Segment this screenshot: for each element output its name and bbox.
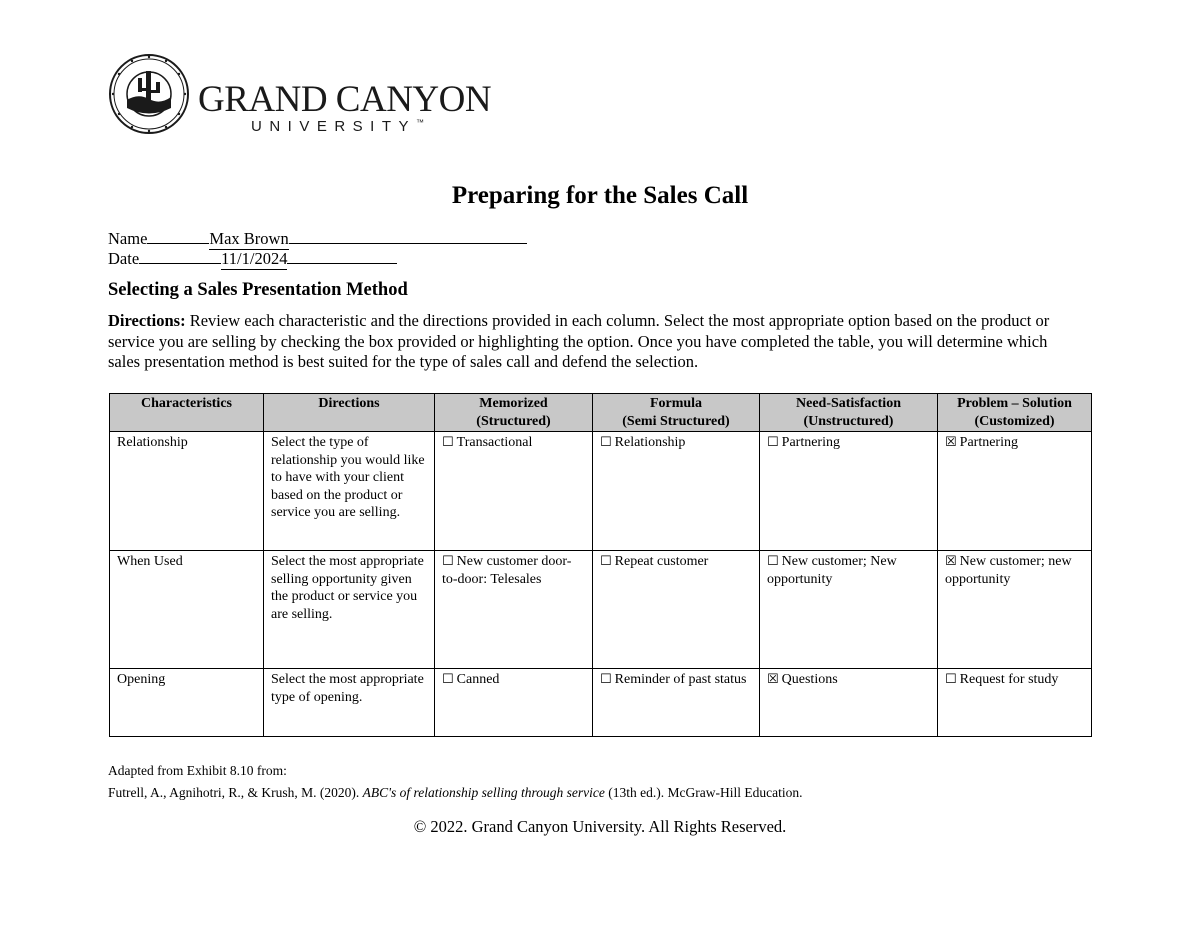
header-directions	[264, 394, 435, 432]
option-cell[interactable]	[435, 551, 593, 669]
copyright-notice: © 2022. Grand Canyon University. All Rights Reserved.	[413, 817, 787, 836]
name-blank-after	[289, 228, 527, 244]
checkbox-unchecked-icon[interactable]: ☐	[600, 672, 612, 687]
option-label: Relationship	[614, 435, 686, 450]
date-blank-after	[287, 248, 397, 264]
checkbox-unchecked-icon[interactable]: ☐	[767, 554, 779, 569]
header-formula	[593, 394, 760, 432]
option-label: Canned	[456, 672, 500, 687]
directions-label: Directions:	[108, 311, 186, 330]
name-label: Name	[108, 229, 148, 248]
table-row	[110, 432, 1092, 551]
table-row	[110, 551, 1092, 669]
header-label: Directions	[318, 396, 380, 411]
table-header-row	[110, 394, 1092, 432]
option-label: Request for study	[959, 672, 1059, 687]
header-need-satisfaction	[760, 394, 938, 432]
header-label: Problem – Solution	[957, 396, 1072, 411]
checkbox-checked-icon[interactable]: ☒	[945, 554, 957, 569]
option-label: Questions	[781, 672, 838, 687]
checkbox-unchecked-icon[interactable]: ☐	[600, 554, 612, 569]
checkbox-checked-icon[interactable]: ☒	[945, 435, 957, 450]
option-cell[interactable]	[760, 432, 938, 551]
option-label: New customer; New opportunity	[767, 554, 897, 587]
header-label: Characteristics	[141, 396, 232, 411]
date-blank-before	[139, 248, 221, 264]
name-blank-before	[147, 228, 209, 244]
header-label: Memorized	[479, 396, 548, 411]
option-label: Partnering	[781, 435, 840, 450]
checkbox-unchecked-icon[interactable]: ☐	[442, 554, 454, 569]
option-cell[interactable]	[593, 432, 760, 551]
checkbox-unchecked-icon[interactable]: ☐	[442, 672, 454, 687]
credit-citation	[108, 784, 802, 801]
university-seal-icon	[108, 53, 190, 135]
presentation-method-table	[109, 393, 1092, 737]
option-cell[interactable]	[593, 551, 760, 669]
option-cell[interactable]	[760, 669, 938, 737]
table-row	[110, 669, 1092, 737]
header-sublabel: (Customized)	[974, 413, 1055, 429]
characteristic-cell: Relationship	[110, 432, 264, 551]
gcu-logo	[108, 53, 492, 143]
name-line	[108, 228, 527, 250]
directions-text: Review each characteristic and the directions provided in each column. Select the most appropriate option based on the product or service you are selling by checking the box provided or highlighting the option. Once you have completed the table, you will determine which sales presentation method is best suited for the type of sales call and defend the selection.	[108, 311, 1050, 371]
name-value[interactable]: Max Brown	[209, 229, 289, 248]
date-line	[108, 248, 397, 270]
header-sublabel: (Structured)	[476, 413, 551, 429]
header-memorized	[435, 394, 593, 432]
option-label: Transactional	[456, 435, 533, 450]
trademark-mark: ™	[416, 118, 425, 127]
option-cell[interactable]	[435, 669, 593, 737]
citation-publisher: (13th ed.). McGraw-Hill Education.	[604, 785, 803, 800]
checkbox-unchecked-icon[interactable]: ☐	[945, 672, 957, 687]
logo-wordmark: GRAND CANYON	[198, 79, 492, 120]
option-cell[interactable]	[938, 432, 1092, 551]
characteristic-cell: Opening	[110, 669, 264, 737]
date-value[interactable]: 11/1/2024	[221, 249, 288, 268]
option-label: Repeat customer	[614, 554, 709, 569]
option-label: Partnering	[959, 435, 1018, 450]
checkbox-checked-icon[interactable]: ☒	[767, 672, 779, 687]
checkbox-unchecked-icon[interactable]: ☐	[767, 435, 779, 450]
header-characteristics	[110, 394, 264, 432]
direction-cell: Select the most appropriate selling opportunity given the product or service you are selling.	[264, 551, 435, 669]
option-label: Reminder of past status	[614, 672, 747, 687]
citation-book-title: ABC's of relationship selling through service	[362, 785, 605, 800]
header-problem-solution	[938, 394, 1092, 432]
logo-subtitle	[251, 119, 424, 134]
date-label: Date	[108, 249, 140, 268]
checkbox-unchecked-icon[interactable]: ☐	[442, 435, 454, 450]
option-cell[interactable]	[938, 551, 1092, 669]
option-label: New customer; new opportunity	[945, 554, 1072, 587]
directions-paragraph	[108, 311, 1083, 373]
page-title: Preparing for the Sales Call	[451, 182, 749, 209]
credit-adapted-from: Adapted from Exhibit 8.10 from:	[108, 763, 287, 778]
section-heading: Selecting a Sales Presentation Method	[108, 280, 408, 300]
option-cell[interactable]	[938, 669, 1092, 737]
header-label: Need-Satisfaction	[796, 396, 901, 411]
option-cell[interactable]	[760, 551, 938, 669]
header-sublabel: (Unstructured)	[803, 413, 894, 429]
characteristic-cell: When Used	[110, 551, 264, 669]
option-label: New customer door-to-door: Telesales	[442, 554, 572, 587]
direction-cell: Select the most appropriate type of opening.	[264, 669, 435, 737]
logo-subtitle-text: UNIVERSITY	[251, 118, 417, 135]
citation-authors: Futrell, A., Agnihotri, R., & Krush, M. (2020).	[108, 785, 363, 800]
option-cell[interactable]	[593, 669, 760, 737]
checkbox-unchecked-icon[interactable]: ☐	[600, 435, 612, 450]
header-sublabel: (Semi Structured)	[622, 413, 730, 429]
option-cell[interactable]	[435, 432, 593, 551]
direction-cell: Select the type of relationship you would like to have with your client based on the product or service you are selling.	[264, 432, 435, 551]
header-label: Formula	[649, 396, 703, 411]
